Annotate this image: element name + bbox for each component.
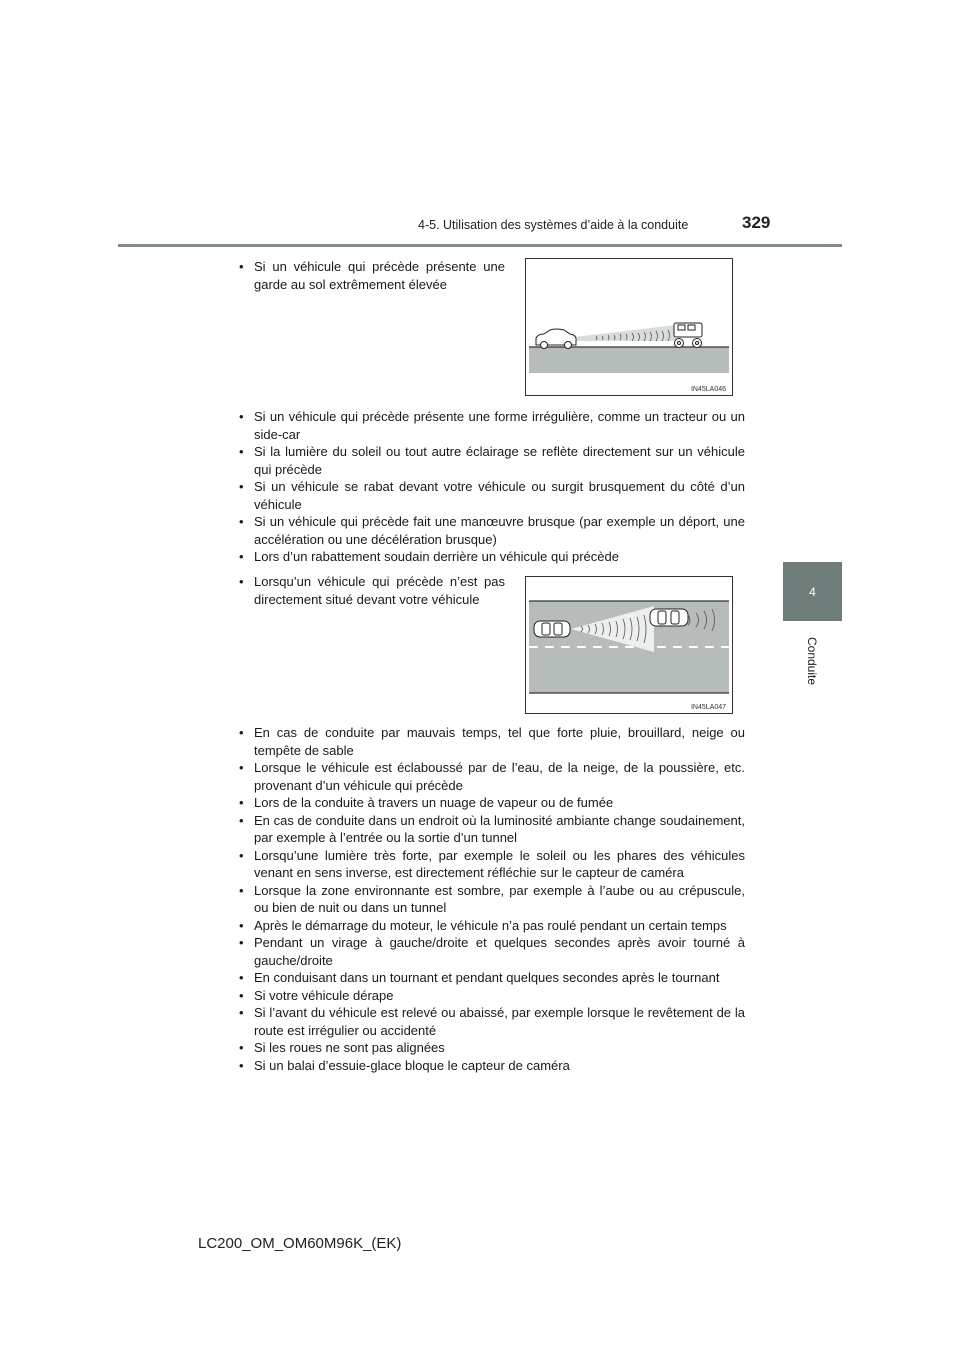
chapter-label-text: Conduite [805,636,820,686]
list-item: • Si un véhicule qui précède fait une manœuvre brusque (par exemple un déport, une accélération ou une décélération brusque) [238,513,745,548]
bullet-list-offset [238,573,505,608]
own-car-icon [534,621,570,637]
header-divider [118,244,842,247]
chapter-number: 4 [809,584,816,599]
list-item: • Après le démarrage du moteur, le véhicule n’a pas roulé pendant un certain temps [238,917,745,935]
bullet-list-clearance [238,258,505,293]
list-item: • Si un balai d’essuie-glace bloque le capteur de caméra [238,1057,745,1075]
list-item: • Si un véhicule se rabat devant votre véhicule ou surgit brusquement du côté d’un véhicule [238,478,745,513]
figure-code: IN45LA047 [690,704,726,711]
preceding-car-icon [650,609,688,626]
chapter-tab[interactable] [783,562,842,621]
figure-code: IN45LA046 [690,386,726,393]
page-number: 329 [742,213,771,232]
list-item: • Pendant un virage à gauche/droite et quelques secondes après avoir tourné à gauche/droite [238,934,745,969]
section-title: 4-5. Utilisation des systèmes d’aide à la conduite [418,218,689,232]
document-code: LC200_OM_OM60M96K_(EK) [198,1235,402,1252]
bullet-list-environment [238,724,745,1074]
own-car-icon [536,329,576,349]
chapter-label [783,621,842,701]
list-item: • En cas de conduite par mauvais temps, tel que forte pluie, brouillard, neige ou tempête de sable [238,724,745,759]
illustration-offset-vehicle [525,576,733,714]
high-clearance-diagram [526,259,732,395]
list-item: • En conduisant dans un tournant et pendant quelques secondes après le tournant [238,969,745,987]
list-item: • Lorsqu’un véhicule qui précède n’est pas directement situé devant votre véhicule [238,573,505,608]
bullet-list-conditions [238,408,745,566]
list-item: • Lorsqu’une lumière très forte, par exemple le soleil ou les phares des véhicules venant en sens inverse, est directement réfléchie sur le capteur de caméra [238,847,745,882]
road-surface [529,347,729,373]
list-item: • Lorsque le véhicule est éclaboussé par de l’eau, de la neige, de la poussière, etc. provenant d’un véhicule qui précède [238,759,745,794]
list-item: • Lorsque la zone environnante est sombre, par exemple à l’aube ou au crépuscule, ou bien de nuit ou dans un tunnel [238,882,745,917]
list-item: • Si un véhicule qui précède présente une garde au sol extrêmement élevée [238,258,505,293]
illustration-high-clearance [525,258,733,396]
list-item: • Si l’avant du véhicule est relevé ou abaissé, par exemple lorsque le revêtement de la route est irrégulier ou accidenté [238,1004,745,1039]
list-item: • Si les roues ne sont pas alignées [238,1039,745,1057]
list-item: • Si la lumière du soleil ou tout autre éclairage se reflète directement sur un véhicule qui précède [238,443,745,478]
list-item: • En cas de conduite dans un endroit où la luminosité ambiante change soudainement, par exemple à l’entrée ou la sortie d’un tunnel [238,812,745,847]
list-item: • Si un véhicule qui précède présente une forme irrégulière, comme un tracteur ou un side-car [238,408,745,443]
tall-vehicle-icon [674,323,702,348]
list-item: • Lors de la conduite à travers un nuage de vapeur ou de fumée [238,794,745,812]
list-item: • Lors d’un rabattement soudain derrière un véhicule qui précède [238,548,745,566]
offset-vehicle-diagram [526,577,732,713]
list-item: • Si votre véhicule dérape [238,987,745,1005]
